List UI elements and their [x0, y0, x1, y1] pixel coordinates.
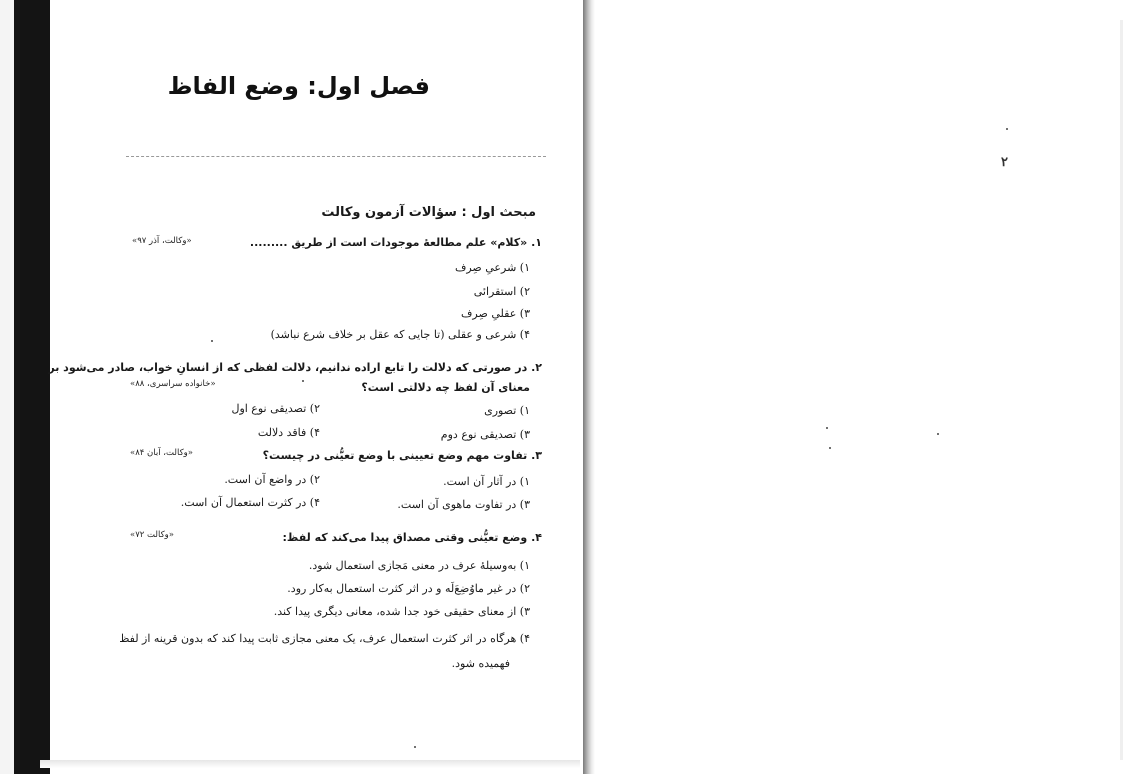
question-source: «وکالت ۷۲» — [130, 530, 174, 540]
answer-option: ۴) شرعی و عقلی (تا جایی که عقل بر خلاف شرع نباشد) — [270, 328, 530, 341]
section-title: مبحث اول : سؤالات آزمون وکالت — [321, 205, 536, 220]
question-source: «وکالت، آذر ۹۷» — [132, 236, 192, 246]
speck — [829, 447, 831, 449]
question-4 — [283, 531, 542, 545]
answer-option: ۱) شرعیِ صِرف — [454, 261, 530, 274]
answer-option: ۲) تصدیقی نوع اول — [231, 402, 320, 415]
title-divider — [126, 156, 546, 157]
answer-option: ۱) تصوری — [484, 404, 530, 417]
question-number: ۴. — [531, 531, 542, 544]
answer-option: ۳) تصدیقی نوع دوم — [440, 428, 530, 441]
question-stem: تفاوت مهم وضع تعیینی با وضع تعیُّنی در چیست؟ — [262, 449, 528, 462]
question-stem: در صورتی که دلالت را تابع اراده ندانیم، دلالت لفظی که از انسانِ خواب، صادر می‌شود بر — [48, 361, 528, 374]
answer-option: ۲) استقرائی — [473, 285, 530, 298]
left-page — [50, 0, 580, 774]
question-number: ۱. — [531, 236, 542, 249]
answer-option: ۱) در آثار آن است. — [443, 475, 530, 488]
question-stem: «کلام» علم مطالعهٔ موجودات است از طریق ......... — [249, 236, 528, 249]
question-1 — [250, 236, 542, 250]
question-stem: وضع تعیُّنی وقتی مصداق پیدا می‌کند که لفظ: — [282, 531, 528, 544]
book-spine-shadow — [14, 0, 50, 774]
answer-option: ۴) هرگاه در اثر کثرت استعمال عرف، یک معنی مجازی ثابت پیدا کند که بدون قرینه از لفظ — [119, 632, 530, 645]
answer-option: ۴) در کثرت استعمال آن است. — [180, 496, 320, 509]
answer-option: ۳) در تفاوت ماهوی آن است. — [397, 498, 530, 511]
question-stem-continued: معنای آن لفظ چه دلالتی است؟ — [361, 381, 530, 394]
question-2 — [48, 361, 542, 375]
right-page-mark: ۲ — [1001, 155, 1008, 170]
question-source: «وکالت، آبان ۸۴» — [130, 448, 193, 458]
speck — [826, 427, 828, 429]
answer-option: ۴) فاقد دلالت — [257, 426, 320, 439]
book-fold-gutter — [583, 0, 595, 774]
question-number: ۳. — [531, 449, 542, 462]
speck — [1006, 128, 1008, 130]
answer-option-continued: فهمیده شود. — [451, 657, 510, 670]
answer-option: ۲) در غیر ماوُضِعَ‌لَه و در اثر کثرت استعمال به‌کار رود. — [287, 582, 530, 595]
page-outer-edge — [0, 0, 14, 774]
answer-option: ۱) به‌وسیلهٔ عرف در معنی مَجازی استعمال شود. — [308, 559, 530, 572]
speck — [937, 433, 939, 435]
right-page — [600, 0, 1123, 774]
question-number: ۲. — [531, 361, 542, 374]
answer-option: ۳) از معنای حقیقی خود جدا شده، معانی دیگری پیدا کند. — [273, 605, 530, 618]
chapter-title: فصل اول: وضع الفاظ — [167, 72, 430, 100]
answer-option: ۳) عقلیِ صِرف — [461, 307, 530, 320]
answer-option: ۲) در واضع آن است. — [224, 473, 320, 486]
question-3 — [263, 449, 542, 463]
question-source: «خانواده سراسری، ۸۸» — [130, 379, 216, 389]
